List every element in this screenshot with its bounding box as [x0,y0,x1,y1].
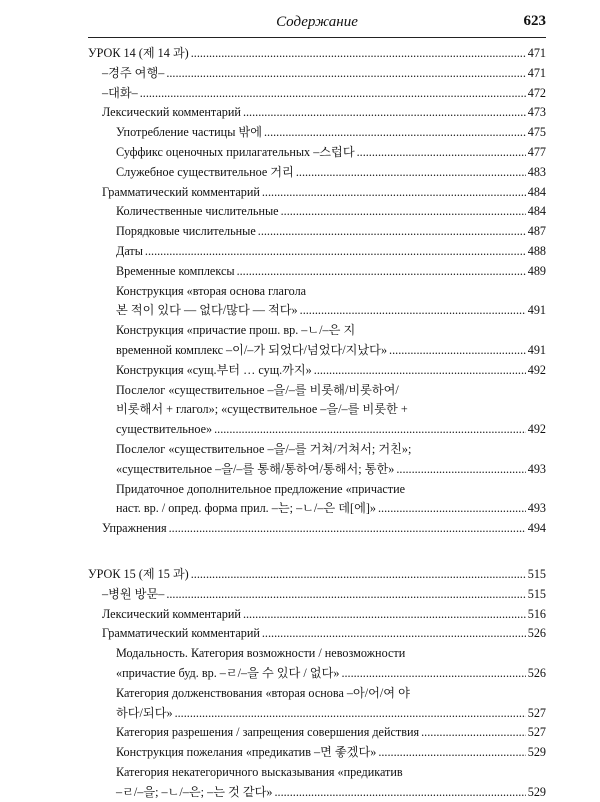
toc-entry-text: –병원 방문– [102,586,165,601]
toc-entry-line [102,585,546,605]
toc-entry-text: Даты [116,243,143,258]
toc-entry-text: Категория долженствования «вторая основа –아/어/여 야 [116,685,410,700]
toc-entry-line [102,64,546,84]
toc-page-number: 477 [527,144,546,159]
toc-entry-text: Придаточное дополнительное предложение «причастие [116,481,406,496]
dot-leader [314,361,526,381]
toc-page-number: 473 [527,105,546,120]
toc-entry [88,242,546,262]
toc-page-number: 471 [527,46,546,60]
dot-leader [191,44,526,64]
toc-page-number: 527 [527,725,546,740]
toc-page-number: 526 [527,626,546,641]
toc-entry-line [116,163,546,183]
toc-entry-text: –경주 여행– [102,65,165,80]
toc-entry-text: –ㄹ/–을; –ㄴ/–은; –는 것 같다» [116,784,273,799]
toc-entry-line [116,723,546,743]
toc-entry [88,222,546,242]
toc-entry [88,723,546,743]
toc-page-number: 516 [527,606,546,621]
dot-leader [281,202,526,222]
toc-page-number: 471 [527,65,546,80]
toc-entry-line [88,565,546,585]
toc-entry-line [102,183,546,203]
toc-entry [88,644,546,684]
toc-entry-text: Порядковые числительные [116,224,256,239]
dot-leader [341,664,525,684]
toc-entry-text: УРОК 14 (제 14 과) [88,46,189,60]
dot-leader [237,262,526,282]
toc-entry-text: Послелог «существительное –을/–를 거쳐/거쳐서; 거친»; [116,441,412,456]
toc-entry-text: Упражнения [102,521,167,536]
dot-leader [166,64,525,84]
toc-page-number: 515 [527,586,546,601]
toc-entry-line [102,624,546,644]
toc-entry-text: Временные комплексы [116,263,235,278]
header-rule [88,37,546,38]
dot-leader [258,222,526,242]
toc-entry-line [116,783,546,802]
toc-entry-text: «существительное –을/–를 통해/통하여/통해서; 통한» [116,461,395,476]
toc-entry-text: Послелог «существительное –을/–를 비롯해/비롯하여/ [116,382,399,397]
toc-entry [88,262,546,282]
toc-entry [88,361,546,381]
toc-entry [88,519,546,539]
toc-page-number: 529 [527,784,546,799]
toc-entry-text: Конструкция «причастие прош. вр. –ㄴ/–은 지 [116,323,356,338]
toc-page-number: 491 [527,303,546,318]
toc-entry [88,684,546,724]
toc-entry [88,624,546,644]
toc-entry-text: Категория разрешения / запрещения совершения действия [116,725,420,740]
toc-entry [88,163,546,183]
dot-leader [389,341,526,361]
toc-entry-line [102,103,546,123]
table-of-contents [88,44,546,802]
toc-entry-line [102,84,546,104]
dot-leader [175,704,526,724]
toc-entry-text: «причастие буд. вр. –ㄹ/–을 수 있다 / 없다» [116,665,340,680]
dot-leader [378,499,526,519]
toc-entry-text: Конструкция «сущ.부터 … сущ.까지» [116,362,312,377]
toc-entry-text: Категория некатегоричного высказывания «предикатив [116,764,403,779]
toc-entry [88,565,546,585]
toc-entry [88,440,546,480]
toc-page-number: 493 [527,501,546,516]
toc-page-number: 515 [527,566,546,581]
toc-entry-text: существительное» [116,422,213,437]
toc-entry [88,763,546,802]
page-header [88,8,546,38]
toc-entry [88,480,546,520]
toc-entry-text: Лексический комментарий [102,606,241,621]
dot-leader [262,183,526,203]
toc-entry-line [116,123,546,143]
toc-entry [88,585,546,605]
toc-entry-line [116,143,546,163]
dot-leader [262,624,526,644]
toc-page-number: 529 [527,745,546,760]
toc-entry-line [88,44,546,64]
dot-leader [296,163,526,183]
toc-entry [88,183,546,203]
dot-leader [145,242,526,262]
toc-entry-text: УРОК 15 (제 15 과) [88,566,189,581]
toc-page-number: 483 [527,164,546,179]
toc-page-number: 527 [527,705,546,720]
dot-leader [214,420,526,440]
dot-leader [243,103,526,123]
page-number: 623 [523,13,546,29]
toc-entry-line [116,222,546,242]
toc-entry-text: 하다/되다» [116,705,173,720]
dot-leader [140,84,526,104]
toc-entry [88,743,546,763]
dot-leader [243,605,526,625]
toc-entry [88,381,546,440]
toc-page-number: 488 [527,243,546,258]
dot-leader [396,460,525,480]
dot-leader [169,519,526,539]
toc-entry-text: Суффикс оценочных прилагательных –스럽다 [116,144,355,159]
toc-entry-line [116,743,546,763]
running-title: Содержание [276,14,358,30]
toc-page-number: 526 [527,665,546,680]
dot-leader [300,301,526,321]
toc-entry [88,44,546,64]
toc-entry-line [116,664,546,684]
toc-entry-text: 비롯해서 + глагол»; «существительное –을/–를 비롯한 + [116,402,408,417]
toc-page-number: 484 [527,204,546,219]
toc-entry-text: Конструкция пожелания «предикатив –면 좋겠다» [116,745,377,760]
toc-page-number: 475 [527,125,546,140]
toc-entry-line [116,242,546,262]
toc-entry-line [102,519,546,539]
toc-page-number: 494 [527,521,546,536]
toc-entry-text: Грамматический комментарий [102,184,260,199]
toc-entry-line [116,420,546,440]
toc-entry-line [116,341,546,361]
dot-leader [264,123,526,143]
toc-page-number: 492 [527,422,546,437]
dot-leader [421,723,526,743]
toc-entry-line [116,704,546,724]
toc-section [88,44,546,539]
dot-leader [166,585,525,605]
toc-entry-text: Грамматический комментарий [102,626,260,641]
toc-entry-text: Лексический комментарий [102,105,241,120]
toc-entry-text: Модальность. Категория возможности / невозможности [116,646,406,661]
toc-entry [88,123,546,143]
toc-entry-text: временной комплекс –이/–가 되었다/넘었다/지났다» [116,342,388,357]
toc-entry-line [116,262,546,282]
toc-entry [88,202,546,222]
toc-entry-line [116,301,546,321]
toc-entry [88,143,546,163]
dot-leader [191,565,526,585]
toc-entry-line [116,460,546,480]
toc-page-number: 493 [527,461,546,476]
dot-leader [274,783,525,802]
toc-page-number: 491 [527,342,546,357]
toc-entry-line [116,499,546,519]
toc-page-number: 489 [527,263,546,278]
dot-leader [357,143,526,163]
toc-entry-text: –대화– [102,85,138,100]
toc-section [88,565,546,802]
toc-entry [88,605,546,625]
toc-entry-line [116,361,546,381]
toc-entry-text: 본 적이 있다 — 없다/많다 — 적다» [116,303,298,318]
toc-page-number: 487 [527,224,546,239]
toc-entry [88,321,546,361]
toc-entry-text: Служебное существительное 거리 [116,164,294,179]
toc-entry-line [116,202,546,222]
toc-entry [88,103,546,123]
toc-entry-text: наст. вр. / опред. форма прил. –는; –ㄴ/–은 데[에]» [116,501,376,516]
toc-page-number: 484 [527,184,546,199]
toc-page-number: 492 [527,362,546,377]
toc-entry-line [102,605,546,625]
toc-entry [88,282,546,322]
toc-entry [88,64,546,84]
toc-entry-text: Употребление частицы 밖에 [116,125,262,140]
toc-entry-text: Количественные числительные [116,204,279,219]
dot-leader [378,743,525,763]
toc-page-number: 472 [527,85,546,100]
toc-entry-text: Конструкция «вторая основа глагола [116,283,307,298]
toc-entry [88,84,546,104]
